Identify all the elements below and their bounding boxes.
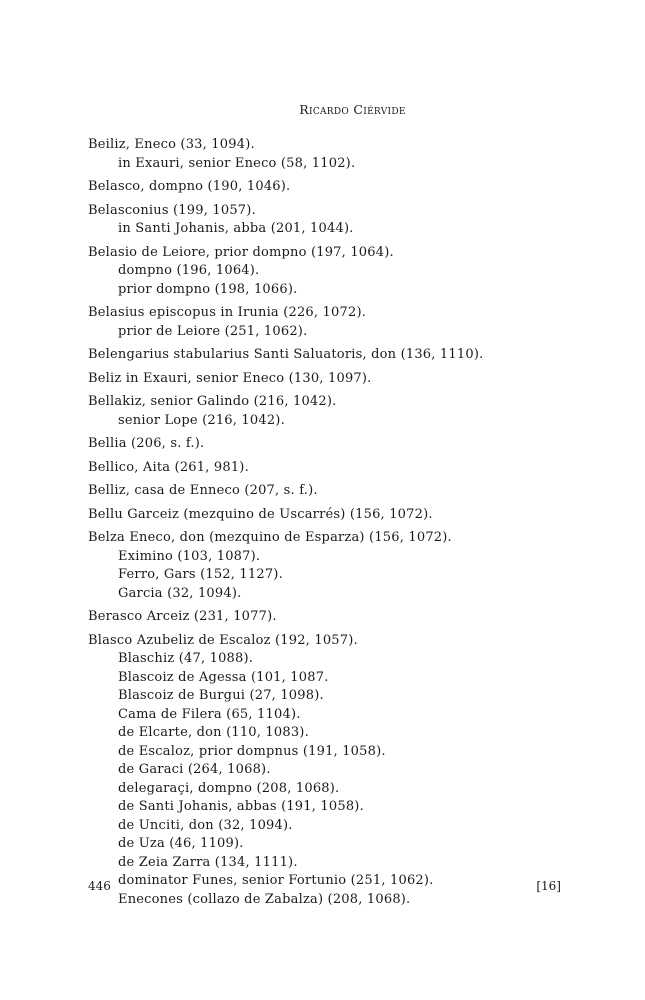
entry-main: Bellu Garceiz (mezquino de Uscarrés) (156, 1072).: [88, 506, 433, 522]
index-entry: [88, 244, 608, 300]
index-entry: [88, 482, 608, 501]
index-entry: [88, 632, 608, 910]
entry-sub: dominator Funes, senior Fortunio (251, 1062).: [118, 873, 434, 888]
entry-main: Bellico, Aita (261, 981).: [88, 459, 249, 475]
entry-main: Berasco Arceiz (231, 1077).: [88, 609, 277, 624]
index-entry: [88, 346, 608, 365]
entry-sub: de Garaci (264, 1068).: [118, 762, 271, 777]
index-entry: [88, 178, 608, 197]
entry-main: Bellia (206, s. f.).: [88, 436, 205, 451]
index-entry: [88, 506, 608, 525]
entry-sub: de Zeia Zarra (134, 1111).: [118, 854, 298, 870]
entry-main: Belengarius stabularius Santi Saluatoris, don (136, 1110).: [88, 347, 484, 362]
entry-main: Belasconius (199, 1057).: [88, 202, 256, 218]
entry-main: Belasio de Leiore, prior dompno (197, 1064).: [88, 244, 394, 260]
entry-main: Beliz in Exauri, senior Eneco (130, 1097).: [88, 370, 372, 386]
entry-sub: in Exauri, senior Eneco (58, 1102).: [118, 155, 356, 171]
index-entry: [88, 370, 608, 389]
index-entry: [88, 136, 608, 173]
index-entry: [88, 304, 608, 341]
entry-sub: Enecones (collazo de Zabalza) (208, 1068).: [118, 891, 411, 907]
running-head-title: Ricardo Ciérvide: [299, 102, 406, 117]
entry-sub: Cama de Filera (65, 1104).: [118, 706, 301, 722]
index-entry: [88, 529, 608, 603]
index-entries: [88, 136, 608, 914]
entry-main: Beiliz, Eneco (33, 1094).: [88, 137, 255, 152]
entry-sub: prior dompno (198, 1066).: [118, 281, 298, 297]
entry-sub: de Escaloz, prior dompnus (191, 1058).: [118, 743, 386, 759]
index-entry: [88, 202, 608, 239]
index-entry: [88, 459, 608, 478]
entry-sub: delegaraçi, dompno (208, 1068).: [118, 780, 340, 796]
running-head: [0, 102, 645, 117]
entry-sub: Blascoiz de Burgui (27, 1098).: [118, 688, 324, 703]
entry-sub: Garcia (32, 1094).: [118, 585, 242, 601]
entry-main: Belasco, dompno (190, 1046).: [88, 179, 291, 194]
entry-sub: senior Lope (216, 1042).: [118, 412, 285, 428]
index-entry: [88, 435, 608, 454]
index-entry: [88, 608, 608, 627]
entry-sub: de Unciti, don (32, 1094).: [118, 817, 293, 833]
entry-sub: de Santi Johanis, abbas (191, 1058).: [118, 799, 364, 814]
entry-sub: Eximino (103, 1087).: [118, 548, 261, 564]
entry-sub: de Elcarte, don (110, 1083).: [118, 725, 309, 740]
entry-sub: Blaschiz (47, 1088).: [118, 651, 254, 666]
entry-sub: Ferro, Gars (152, 1127).: [118, 567, 283, 582]
entry-main: Belza Eneco, don (mezquino de Esparza) (156, 1072).: [88, 530, 452, 545]
entry-main: Belliz, casa de Enneco (207, s. f.).: [88, 483, 318, 498]
page-number: 446: [88, 879, 111, 893]
entry-sub: de Uza (46, 1109).: [118, 836, 244, 851]
entry-sub: in Santi Johanis, abba (201, 1044).: [118, 221, 354, 236]
entry-sub: dompno (196, 1064).: [118, 263, 260, 278]
signature-mark: [16]: [536, 879, 561, 893]
entry-main: Blasco Azubeliz de Escaloz (192, 1057).: [88, 632, 358, 648]
entry-main: Belasius episcopus in Irunia (226, 1072).: [88, 305, 367, 320]
entry-sub: prior de Leiore (251, 1062).: [118, 323, 308, 339]
entry-sub: Blascoiz de Agessa (101, 1087.: [118, 669, 329, 685]
entry-main: Bellakiz, senior Galindo (216, 1042).: [88, 394, 337, 409]
index-entry: [88, 393, 608, 430]
